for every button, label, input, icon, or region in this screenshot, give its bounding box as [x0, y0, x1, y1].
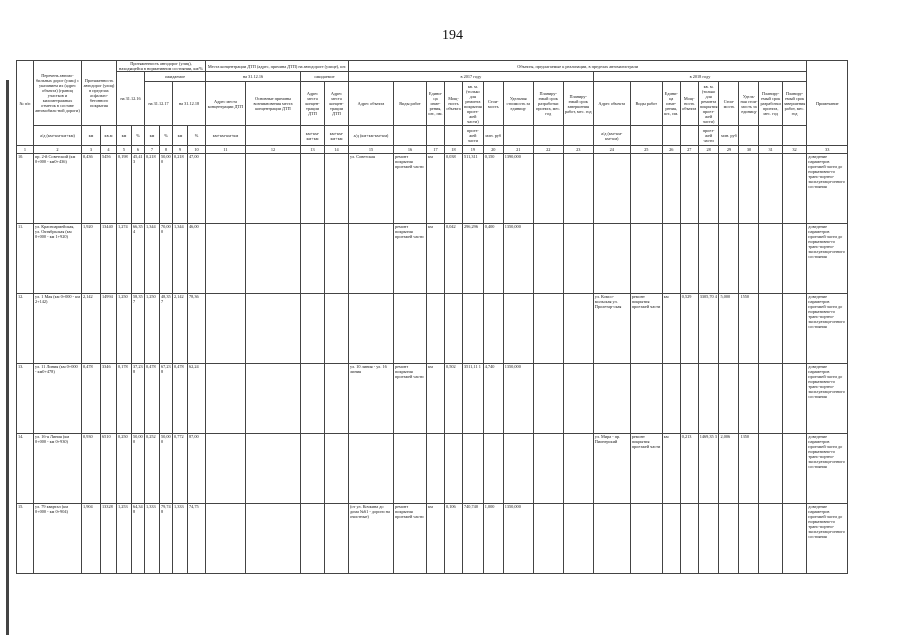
cell-w18: [630, 364, 662, 434]
hdr-road-name: Перечень автомо-бильных дорог (улиц) с указанием их (адрес объекта) (границ участков и километражных отметок в составе автомобиль-ной дороги): [34, 61, 82, 126]
cell-sqm: 13328: [101, 504, 117, 574]
cell-w17: ремонт покрытия проезжей части: [394, 364, 427, 434]
cell-len: 1,920: [82, 224, 101, 294]
cell-k16: 0,198: [117, 154, 132, 224]
cell-k17: 0,252: [145, 434, 160, 504]
empty-cell: [759, 154, 782, 224]
empty-cell: [533, 364, 563, 434]
hdr-sub-pct3: %: [188, 126, 206, 146]
empty-cell: [246, 154, 301, 224]
empty-cell: [206, 504, 246, 574]
empty-cell: [301, 434, 325, 504]
hdr-work-type18: Виды работ: [630, 82, 662, 126]
cell-p16: 64,34 8: [132, 504, 145, 574]
cell-w17: ремонт покрытия проезжей части: [394, 154, 427, 224]
empty-cell: [533, 154, 563, 224]
column-index-cell: 33: [807, 146, 848, 154]
empty-cell: [246, 294, 301, 364]
cell-m17: 0,106: [445, 504, 463, 574]
empty-cell: [563, 364, 593, 434]
cell-c18: [719, 154, 739, 224]
empty-cell: [782, 434, 806, 504]
cell-p16: 66,35 4: [132, 224, 145, 294]
empty-cell: [759, 434, 782, 504]
hdr-dtp-reason: Основные причины возникновения места концентрации ДТП: [246, 82, 301, 126]
hdr-plan-design: Планиру-емый срок разработки проекта, мес. год: [533, 82, 563, 126]
cell-u18: км: [662, 434, 680, 504]
hdr-date16: на 31.12.16: [117, 72, 145, 126]
cell-a18: [593, 154, 630, 224]
table-row: [17, 154, 848, 224]
cell-m18: [680, 224, 698, 294]
cell-p17: 70,00 0: [160, 224, 173, 294]
cell-c17: 0,400: [483, 224, 503, 294]
cell-road: ул. 16-я Линия (км 0+000 - км 0+930): [34, 434, 82, 504]
cell-p18: 46,00: [188, 224, 206, 294]
cell-len: 0,478: [82, 364, 101, 434]
cell-a18: [593, 224, 630, 294]
cell-c18: 5,000: [719, 294, 739, 364]
empty-cell: [533, 504, 563, 574]
hdr-sub-kmkm2: км+км-км+км: [301, 126, 325, 146]
empty-cell: [206, 224, 246, 294]
cell-s18: [698, 364, 719, 434]
cell-n: 14.: [17, 434, 34, 504]
hdr-num: № п/п: [17, 61, 34, 146]
empty-cell: [301, 224, 325, 294]
cell-s18: [698, 154, 719, 224]
cell-a17: (от ул. Кочкина до дома №61 - дороги на очистные): [349, 504, 394, 574]
cell-w18: [630, 154, 662, 224]
cell-uc18: [739, 364, 759, 434]
cell-m18: [680, 504, 698, 574]
cell-sqm: 5456: [101, 154, 117, 224]
binding-edge: [6, 80, 9, 635]
cell-u18: [662, 504, 680, 574]
column-index-cell: 22: [533, 146, 563, 154]
column-index-cell: 26: [662, 146, 680, 154]
cell-k17: 0,218: [145, 154, 160, 224]
cell-sqm: 3346: [101, 364, 117, 434]
cell-road: ул. 79 квартал (км 0+000 - км 0+904): [34, 504, 82, 574]
hdr-dtp-addr18: Адрес места концен-трации ДТП: [325, 82, 349, 126]
cell-len: 1,904: [82, 504, 101, 574]
cell-m17: [445, 294, 463, 364]
column-index-cell: 16: [394, 146, 427, 154]
cell-u18: [662, 154, 680, 224]
column-index-cell: 9: [173, 146, 188, 154]
cell-a18: [593, 504, 630, 574]
column-index-cell: 5: [117, 146, 132, 154]
hdr-objects: Объекты, предлагаемые к реализации, в пределах автомагистрали: [349, 61, 807, 72]
cell-s17: 3511,11 1: [463, 364, 484, 434]
cell-k18: 1,344: [173, 224, 188, 294]
cell-u17: км: [427, 154, 445, 224]
column-index-cell: 29: [719, 146, 739, 154]
cell-s17: [463, 434, 484, 504]
hdr-power18: Мощ-ность объекта: [680, 82, 698, 126]
column-index-cell: 7: [145, 146, 160, 154]
column-index-cell: 6: [132, 146, 145, 154]
cell-m17: 0,038: [445, 154, 463, 224]
empty-cell: [533, 294, 563, 364]
table-row: [17, 504, 848, 574]
hdr-sub-km2: км: [117, 126, 132, 146]
cell-m18: 0,529: [680, 294, 698, 364]
cell-p16: 37,23 8: [132, 364, 145, 434]
column-index-cell: 21: [503, 146, 533, 154]
cell-s18: 1469,35 3: [698, 434, 719, 504]
column-index-cell: 25: [630, 146, 662, 154]
table-row: [17, 224, 848, 294]
hdr-dtp-addr: Адрес места концентрации ДТП: [206, 82, 246, 126]
hdr-plan-work: Планиру-емый срок завершения работ, мес. год: [563, 82, 593, 126]
hdr-note: Примечание: [807, 61, 848, 146]
empty-cell: [782, 224, 806, 294]
empty-cell: [759, 294, 782, 364]
column-index-cell: 20: [483, 146, 503, 154]
empty-cell: [782, 504, 806, 574]
column-index-cell: 3: [82, 146, 101, 154]
page-number: 194: [442, 28, 463, 43]
hdr-normative-sub: ожидаемое: [145, 72, 206, 82]
cell-w17: [394, 294, 427, 364]
cell-uc17: [503, 294, 533, 364]
column-index-cell: 19: [463, 146, 484, 154]
cell-p16: 50,00 0: [132, 434, 145, 504]
empty-cell: [206, 364, 246, 434]
cell-p17: 50,00 0: [160, 434, 173, 504]
cell-k16: 1,274: [117, 224, 132, 294]
hdr-length: Протяженность автодорог (улиц) в пределах асфальто-бетонного покрытия: [82, 61, 117, 126]
cell-u17: км: [427, 224, 445, 294]
column-index-cell: 13: [301, 146, 325, 154]
cell-n: 11.: [17, 224, 34, 294]
cell-a18: ул. Комсо-мольская ул. Пролетар-ская: [593, 294, 630, 364]
cell-note: доведение параметров проезжей части до нормативно-го транс-портно-эксплуатаци-онного состояния: [807, 504, 848, 574]
hdr-sub-costunit18: млн. руб: [719, 126, 739, 146]
empty-cell: [325, 364, 349, 434]
hdr-sub-prj: проез-жей части: [463, 126, 484, 146]
empty-cell: [325, 504, 349, 574]
cell-road: ул. 1 Мая (км 0+000 - км 2+142): [34, 294, 82, 364]
cell-s17: 511,311: [463, 154, 484, 224]
cell-w17: ремонт покрытия проезжей части: [394, 224, 427, 294]
hdr-sub-kmkm: км+км-км+км: [206, 126, 246, 146]
cell-uc17: 1390,000: [503, 154, 533, 224]
hdr-sub-pct2: %: [160, 126, 173, 146]
cell-len: 0,930: [82, 434, 101, 504]
cell-w18: ремонт покрытия проезжей части: [630, 294, 662, 364]
empty-cell: [301, 154, 325, 224]
cell-c17: [483, 434, 503, 504]
cell-n: 13.: [17, 364, 34, 434]
cell-s18: [698, 504, 719, 574]
cell-k16: 0,178: [117, 364, 132, 434]
cell-n: 10.: [17, 154, 34, 224]
cell-m17: [445, 434, 463, 504]
empty-cell: [301, 364, 325, 434]
hdr-unit18: Едини-ца изме-рения, шт., пм.: [662, 82, 680, 126]
empty-cell: [563, 224, 593, 294]
column-index-cell: 30: [739, 146, 759, 154]
cell-u17: [427, 434, 445, 504]
cell-u18: [662, 224, 680, 294]
cell-k17: 1,333: [145, 504, 160, 574]
cell-p18: 87,00: [188, 434, 206, 504]
column-index-cell: 8: [160, 146, 173, 154]
column-index-cell: 28: [698, 146, 719, 154]
hdr-sub-km3: км: [145, 126, 160, 146]
empty-cell: [563, 294, 593, 364]
hdr-plan-work18: Планиру-емый срок завершения работ, мес. год: [782, 82, 806, 126]
column-index-cell: 24: [593, 146, 630, 154]
cell-road: пр. 2-й Советский (км 0+000 - км0+436): [34, 154, 82, 224]
cell-u18: [662, 364, 680, 434]
cell-k18: 0,772: [173, 434, 188, 504]
cell-note: доведение параметров проезжей части до нормативно-го транс-портно-эксплуатаци-онного состояния: [807, 294, 848, 364]
cell-len: 2,142: [82, 294, 101, 364]
cell-k18: 2,142: [173, 294, 188, 364]
cell-u17: км: [427, 364, 445, 434]
column-index-cell: 27: [680, 146, 698, 154]
hdr-cost18: Стои-мость: [719, 82, 739, 126]
table-row: [17, 364, 848, 434]
cell-c17: 4,740: [483, 364, 503, 434]
cell-k17: 0,478: [145, 364, 160, 434]
cell-w18: ремонт покрытия проезжей части: [630, 434, 662, 504]
hdr-area18: кв. м. (только для ремонта покрытия проез-жей части): [699, 83, 718, 124]
column-index-row: [17, 146, 848, 154]
hdr-area: кв. м. (только для ремонта покрытия проез-жей части): [464, 83, 482, 124]
cell-a17: [349, 434, 394, 504]
empty-cell: [301, 504, 325, 574]
cell-c17: 1,000: [483, 504, 503, 574]
empty-cell: [206, 154, 246, 224]
hdr-unit-cost18: Удель-ная стои-мость за единицу: [739, 82, 759, 126]
cell-uc17: 1350,000: [503, 364, 533, 434]
empty-cell: [325, 434, 349, 504]
column-index-cell: 14: [325, 146, 349, 154]
hdr-sub-km: км: [82, 126, 101, 146]
cell-note: доведение параметров проезжей части до нормативно-го транс-портно-эксплуатаци-онного состояния: [807, 224, 848, 294]
hdr-unit-cost: Удельная стоимость за единицу: [503, 82, 533, 126]
empty-cell: [563, 504, 593, 574]
empty-cell: [759, 224, 782, 294]
cell-a17: [349, 294, 394, 364]
cell-u17: км: [427, 504, 445, 574]
table-row: [17, 434, 848, 504]
hdr-power: Мощ-ность объекта: [445, 82, 463, 126]
cell-a17: ул. 10 линия - ул. 16 линия: [349, 364, 394, 434]
hdr-sub-kvm: кв.м: [101, 126, 117, 146]
cell-m17: 0,502: [445, 364, 463, 434]
cell-uc18: [739, 224, 759, 294]
cell-uc18: [739, 154, 759, 224]
cell-p17: 67,23 8: [160, 364, 173, 434]
hdr-date17: на 31.12.17: [145, 82, 173, 126]
column-index-cell: 4: [101, 146, 117, 154]
empty-cell: [782, 364, 806, 434]
cell-uc18: [739, 504, 759, 574]
empty-cell: [782, 154, 806, 224]
column-index-cell: 31: [759, 146, 782, 154]
cell-sqm: 14994: [101, 294, 117, 364]
column-index-cell: 11: [206, 146, 246, 154]
cell-a17: ул. Советская: [349, 154, 394, 224]
cell-m18: 0,213: [680, 434, 698, 504]
cell-p16: 58,35 7: [132, 294, 145, 364]
hdr-cost: Стои-мость: [483, 82, 503, 126]
empty-cell: [563, 154, 593, 224]
hdr-work-type: Виды работ: [394, 82, 427, 126]
hdr-dtp16: на 31.12.16: [206, 72, 301, 82]
roads-table: [16, 60, 848, 574]
column-index-cell: 15: [349, 146, 394, 154]
hdr-obj-addr18: Адрес объекта: [593, 82, 630, 126]
hdr-dtp-exp: ожидаемое: [301, 72, 349, 82]
cell-a18: [593, 364, 630, 434]
cell-m18: [680, 154, 698, 224]
empty-cell: [563, 434, 593, 504]
cell-uc18: 1550: [739, 294, 759, 364]
cell-p17: 48,35 7: [160, 294, 173, 364]
cell-w17: ремонт покрытия проезжей части: [394, 504, 427, 574]
cell-len: 0,436: [82, 154, 101, 224]
cell-sqm: 13440: [101, 224, 117, 294]
hdr-dtp: Места концентрации ДТП (адрес, причина ДТП) на автодороге (улице), шт.: [206, 61, 349, 72]
cell-sqm: 6510: [101, 434, 117, 504]
hdr-obj-addr: Адрес объекта: [349, 82, 394, 126]
column-index-cell: 32: [782, 146, 806, 154]
column-index-cell: 2: [34, 146, 82, 154]
empty-cell: [301, 294, 325, 364]
cell-s18: 3305,70 4: [698, 294, 719, 364]
cell-w17: [394, 434, 427, 504]
cell-k16: 0,250: [117, 434, 132, 504]
cell-uc17: 1350,000: [503, 224, 533, 294]
empty-cell: [533, 434, 563, 504]
cell-p17: 50,00 0: [160, 154, 173, 224]
empty-cell: [325, 154, 349, 224]
cell-s18: [698, 224, 719, 294]
empty-cell: [325, 294, 349, 364]
column-index-cell: 10: [188, 146, 206, 154]
cell-n: 12.: [17, 294, 34, 364]
cell-k18: 0,478: [173, 364, 188, 434]
cell-p18: 78,36: [188, 294, 206, 364]
cell-k17: 1,250: [145, 294, 160, 364]
column-index-cell: 17: [427, 146, 445, 154]
cell-w18: [630, 504, 662, 574]
cell-note: доведение параметров проезжей части до нормативно-го транс-портно-эксплуатаци-онного состояния: [807, 364, 848, 434]
hdr-sub-addr: а/д (км+км-км+км): [34, 126, 82, 146]
cell-k16: 1,253: [117, 504, 132, 574]
empty-cell: [246, 364, 301, 434]
cell-c18: [719, 504, 739, 574]
empty-cell: [759, 364, 782, 434]
hdr-plan-design18: Планиру-емый срок разработки проекта, мес. год: [759, 82, 782, 126]
cell-note: доведение параметров проезжей части до нормативно-го транс-портно-эксплуатаци-онного состояния: [807, 154, 848, 224]
empty-cell: [782, 294, 806, 364]
cell-n: 15.: [17, 504, 34, 574]
hdr-sub-kmkm3: км+км-км+км: [325, 126, 349, 146]
hdr-sub-km4: км: [173, 126, 188, 146]
hdr-sub-pct: %: [132, 126, 145, 146]
cell-a17: [349, 224, 394, 294]
cell-uc18: 1350: [739, 434, 759, 504]
column-index-cell: 1: [17, 146, 34, 154]
cell-w18: [630, 224, 662, 294]
hdr-unit: Едини-ца изме-рения, шт., пм.: [427, 82, 445, 126]
cell-c18: 2,006: [719, 434, 739, 504]
empty-cell: [759, 504, 782, 574]
cell-k18: 0,218: [173, 154, 188, 224]
hdr-sub-addr17: а/д (км+км-км+км): [349, 126, 394, 146]
table-row: [17, 294, 848, 364]
cell-p16: 45,41 3: [132, 154, 145, 224]
hdr-date18: на 31.12.18: [173, 82, 206, 126]
empty-cell: [206, 294, 246, 364]
cell-uc17: [503, 434, 533, 504]
cell-k18: 1,333: [173, 504, 188, 574]
cell-k16: 1,250: [117, 294, 132, 364]
cell-s17: [463, 294, 484, 364]
hdr-dtp-addr17: Адрес места концен-трации ДТП: [301, 82, 325, 126]
cell-s17: 740,740: [463, 504, 484, 574]
cell-c17: 0,150: [483, 154, 503, 224]
hdr-2018: в 2018 году: [593, 72, 807, 82]
cell-u18: км: [662, 294, 680, 364]
column-index-cell: 23: [563, 146, 593, 154]
cell-uc17: 1350,000: [503, 504, 533, 574]
hdr-sub-addr18: а/д (км+км-км+км): [593, 126, 630, 146]
empty-cell: [246, 504, 301, 574]
cell-p18: 62,24: [188, 364, 206, 434]
hdr-sub-costunit: млн. руб: [483, 126, 503, 146]
empty-cell: [246, 224, 301, 294]
cell-c18: [719, 224, 739, 294]
cell-road: ул. Красноармейская, ул. Октябрьская (км 0+000 - км 1+920): [34, 224, 82, 294]
cell-p18: 47,00: [188, 154, 206, 224]
table-body: [17, 154, 848, 574]
column-index-cell: 18: [445, 146, 463, 154]
cell-road: ул. 11 Линия (км 0+000 - км0+478): [34, 364, 82, 434]
cell-c18: [719, 364, 739, 434]
cell-u17: [427, 294, 445, 364]
hdr-sub-prj18: проез-жей части: [698, 126, 719, 146]
cell-k17: 1,344: [145, 224, 160, 294]
cell-m18: [680, 364, 698, 434]
cell-m17: 0,042: [445, 224, 463, 294]
cell-note: доведение параметров проезжей части до нормативно-го транс-портно-эксплуатаци-онного состояния: [807, 434, 848, 504]
hdr-2017: в 2017 году: [349, 72, 594, 82]
hdr-normative: Протяженность автодорог (улиц), находящейся в нормативном состоянии, км/%: [117, 61, 206, 72]
empty-cell: [206, 434, 246, 504]
cell-s17: 296,296: [463, 224, 484, 294]
empty-cell: [325, 224, 349, 294]
cell-p18: 74,75: [188, 504, 206, 574]
cell-a18: ул. Мира - пр. Пионерский: [593, 434, 630, 504]
empty-cell: [246, 434, 301, 504]
empty-cell: [533, 224, 563, 294]
cell-p17: 79,74 8: [160, 504, 173, 574]
column-index-cell: 12: [246, 146, 301, 154]
cell-c17: [483, 294, 503, 364]
